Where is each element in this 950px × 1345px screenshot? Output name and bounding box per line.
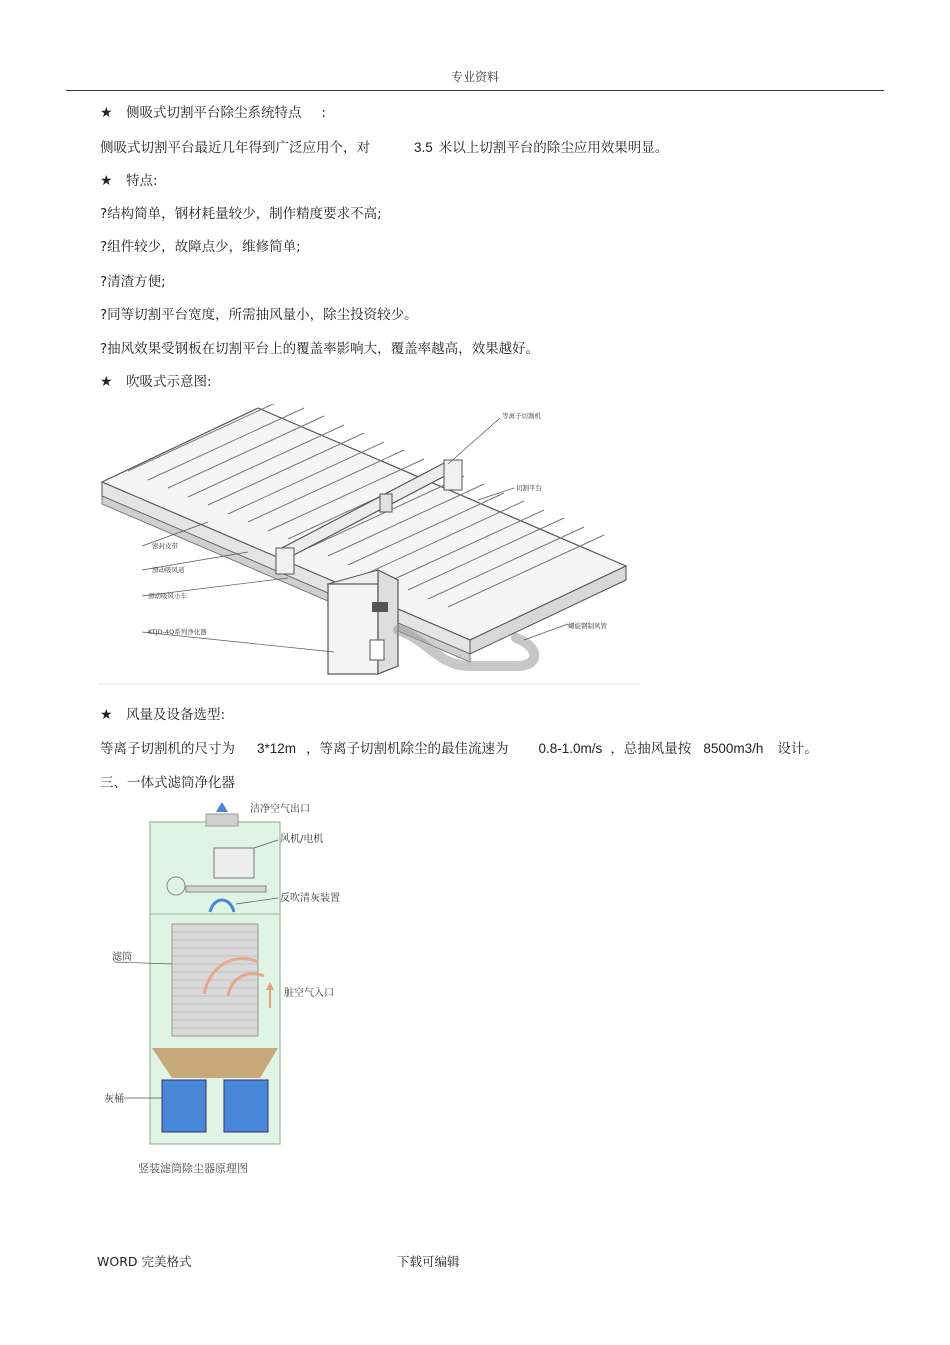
label-inlet: 脏空气入口	[284, 988, 334, 999]
section-heading-features: ★ 特点:	[100, 173, 158, 189]
paragraph-selection: 等离子切割机的尺寸为 3*12m ，等离子切割机除尘的最佳流速为 0.8-1.0m/s ，总抽风量按 8500m3/h 设计。	[100, 741, 818, 757]
feature-item: ?抽风效果受钢板在切割平台上的覆盖率影响大，覆盖率越高，效果越好。	[100, 341, 540, 357]
label-moving-cart: 滑动吸风小车	[148, 592, 187, 600]
feature-item: ?清渣方便;	[100, 274, 166, 290]
label-ash-bin: 灰桶	[104, 1094, 124, 1105]
section-heading-diagram: ★ 吹吸式示意图:	[100, 374, 212, 390]
label-plasma-cutter: 等离子切割机	[502, 412, 541, 420]
star-icon: ★	[100, 105, 113, 121]
label-outlet: 洁净空气出口	[250, 804, 310, 815]
cartridge-filter-diagram	[100, 800, 360, 1185]
feature-item: ?同等切割平台宽度，所需抽风量小，除尘投资较少。	[100, 307, 418, 323]
feature-item: ?结构简单，钢材耗量较少，制作精度要求不高;	[100, 206, 382, 222]
cutting-table-diagram	[98, 404, 640, 686]
figure-caption: 竖装滤筒除尘器原理图	[138, 1162, 248, 1175]
label-purifier: KTJD-4Q系列净化器	[148, 628, 207, 636]
star-icon: ★	[100, 173, 113, 189]
label-fixed-duct: 螺旋钢制风管	[568, 622, 607, 630]
footer-left: WORD 完美格式	[97, 1254, 192, 1269]
section-heading-side-suction: ★ 侧吸式切割平台除尘系统特点 :	[100, 105, 327, 121]
label-fan: 风机/电机	[280, 834, 324, 845]
star-icon: ★	[100, 707, 113, 723]
paragraph-intro: 侧吸式切割平台最近几年得到广泛应用个，对 3.5 米以上切割平台的除尘应用效果明显。	[100, 140, 669, 156]
section-heading-selection: ★ 风量及设备选型:	[100, 707, 226, 723]
star-icon: ★	[100, 374, 113, 390]
label-moving-duct: 滑动吸风道	[152, 566, 185, 574]
page-header: 专业资料	[450, 70, 499, 84]
label-dust-belt: 密封皮带	[152, 542, 178, 550]
section-heading-cartridge: 三、一体式滤筒净化器	[100, 775, 235, 791]
feature-item: ?组件较少，故障点少，维修简单;	[100, 239, 301, 255]
header-rule	[66, 90, 884, 91]
footer-right: 下载可编辑	[397, 1254, 460, 1269]
label-cleaning: 反吹清灰装置	[280, 893, 340, 904]
label-cutting-table: 切割平台	[516, 484, 542, 492]
label-filter: 滤筒	[112, 952, 132, 963]
